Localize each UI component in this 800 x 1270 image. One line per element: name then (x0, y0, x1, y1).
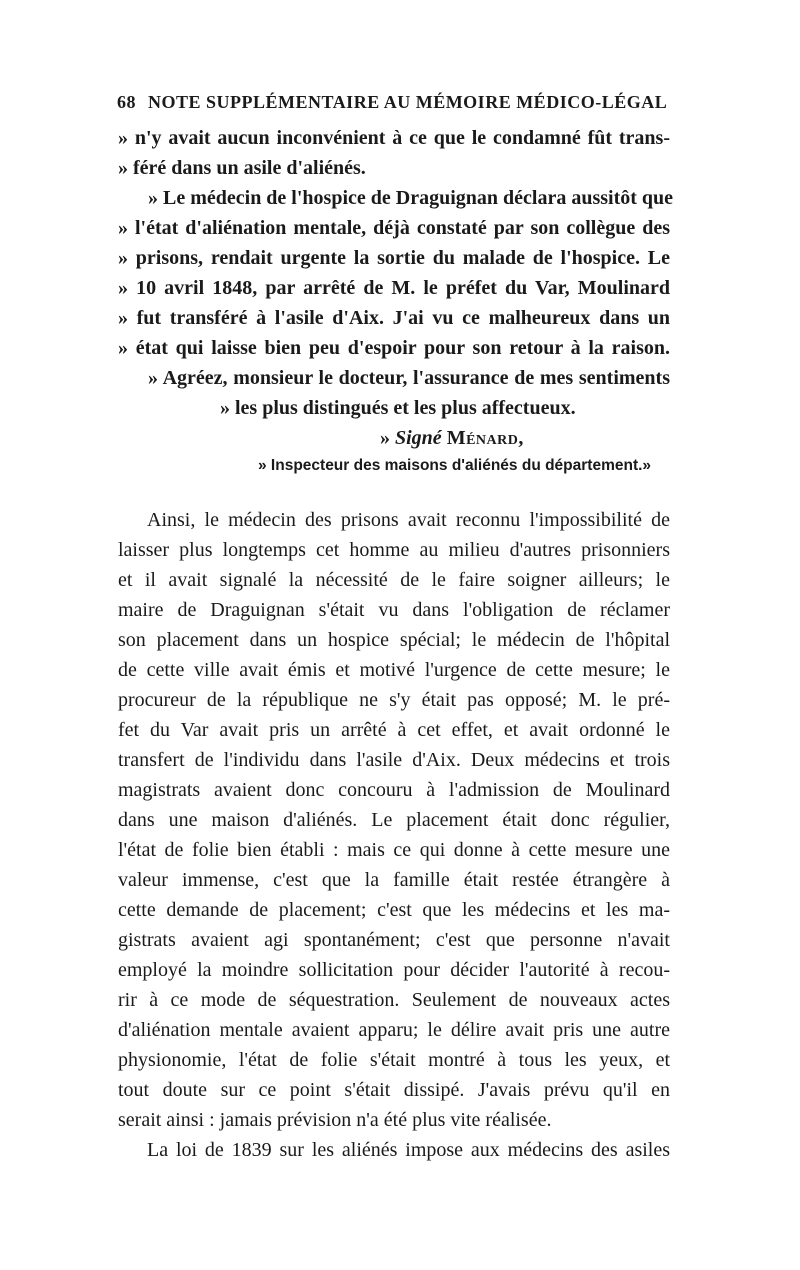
body-line: son placement dans un hospice spécial; le médecin de l'hôpital (118, 629, 670, 651)
quote-line: » fut transféré à l'asile d'Aix. J'ai vu ce malheureux dans un (118, 307, 670, 329)
body-line: Ainsi, le médecin des prisons avait reconnu l'impossibilité de (147, 509, 670, 531)
page-number: 68 (117, 92, 136, 112)
quote-line: » féré dans un asile d'aliénés. (118, 157, 366, 179)
signature-prefix: » (380, 427, 395, 449)
body-line: transfert de l'individu dans l'asile d'Aix. Deux médecins et trois (118, 749, 670, 771)
body-line: cette demande de placement; c'est que les médecins et les ma- (118, 899, 670, 921)
body-line: valeur immense, c'est que la famille était restée étrangère à (118, 869, 670, 891)
quote-line: » Agréez, monsieur le docteur, l'assurance de mes sentiments (148, 367, 670, 389)
body-line: dans une maison d'aliénés. Le placement était donc régulier, (118, 809, 670, 831)
body-line: employé la moindre sollicitation pour décider l'autorité à recou- (118, 959, 670, 981)
body-line: rir à ce mode de séquestration. Seulement de nouveaux actes (118, 989, 670, 1011)
body-line: fet du Var avait pris un arrêté à cet effet, et avait ordonné le (118, 719, 670, 741)
body-line: gistrats avaient agi spontanément; c'est que personne n'avait (118, 929, 670, 951)
body-line: maire de Draguignan s'était vu dans l'obligation de réclamer (118, 599, 670, 621)
body-line: d'aliénation mentale avaient apparu; le délire avait pris une autre (118, 1019, 670, 1041)
signature-signed: Signé (395, 427, 442, 449)
body-line: serait ainsi : jamais prévision n'a été plus vite réalisée. (118, 1109, 552, 1131)
quote-line: » l'état d'aliénation mentale, déjà constaté par son collègue des (118, 217, 670, 239)
quote-line: » n'y avait aucun inconvénient à ce que le condamné fût trans- (118, 127, 670, 149)
body-line: et il avait signalé la nécessité de le faire soigner ailleurs; le (118, 569, 670, 591)
body-line: physionomie, l'état de folie s'était montré à tous les yeux, et (118, 1049, 670, 1071)
signature-suffix: , (518, 427, 524, 449)
page-header (117, 92, 677, 113)
signature-name: Ménard (446, 427, 519, 449)
body-line: laisser plus longtemps cet homme au milieu d'autres prisonniers (118, 539, 670, 561)
body-line: de cette ville avait émis et motivé l'urgence de cette mesure; le (118, 659, 670, 681)
running-title: NOTE SUPPLÉMENTAIRE AU MÉMOIRE MÉDICO-LÉGAL (148, 92, 668, 112)
body-line: La loi de 1839 sur les aliénés impose aux médecins des asiles (147, 1139, 670, 1161)
quote-line: » prisons, rendait urgente la sortie du malade de l'hospice. Le (118, 247, 670, 269)
quote-line: » 10 avril 1848, par arrêté de M. le préfet du Var, Moulinard (118, 277, 670, 299)
inspector-line: » Inspecteur des maisons d'aliénés du département.» (258, 457, 652, 474)
body-line: procureur de la république ne s'y était pas opposé; M. le pré- (118, 689, 670, 711)
signature-line (380, 428, 523, 448)
quote-line: » les plus distingués et les plus affectueux. (220, 397, 576, 419)
body-line: magistrats avaient donc concouru à l'admission de Moulinard (118, 779, 670, 801)
quote-line: » Le médecin de l'hospice de Draguignan déclara aussitôt que (148, 187, 674, 209)
body-line: l'état de folie bien établi : mais ce qui donne à cette mesure une (118, 839, 670, 861)
quote-line: » état qui laisse bien peu d'espoir pour son retour à la raison. (118, 337, 670, 359)
body-line: tout doute sur ce point s'était dissipé. J'avais prévu qu'il en (118, 1079, 670, 1101)
